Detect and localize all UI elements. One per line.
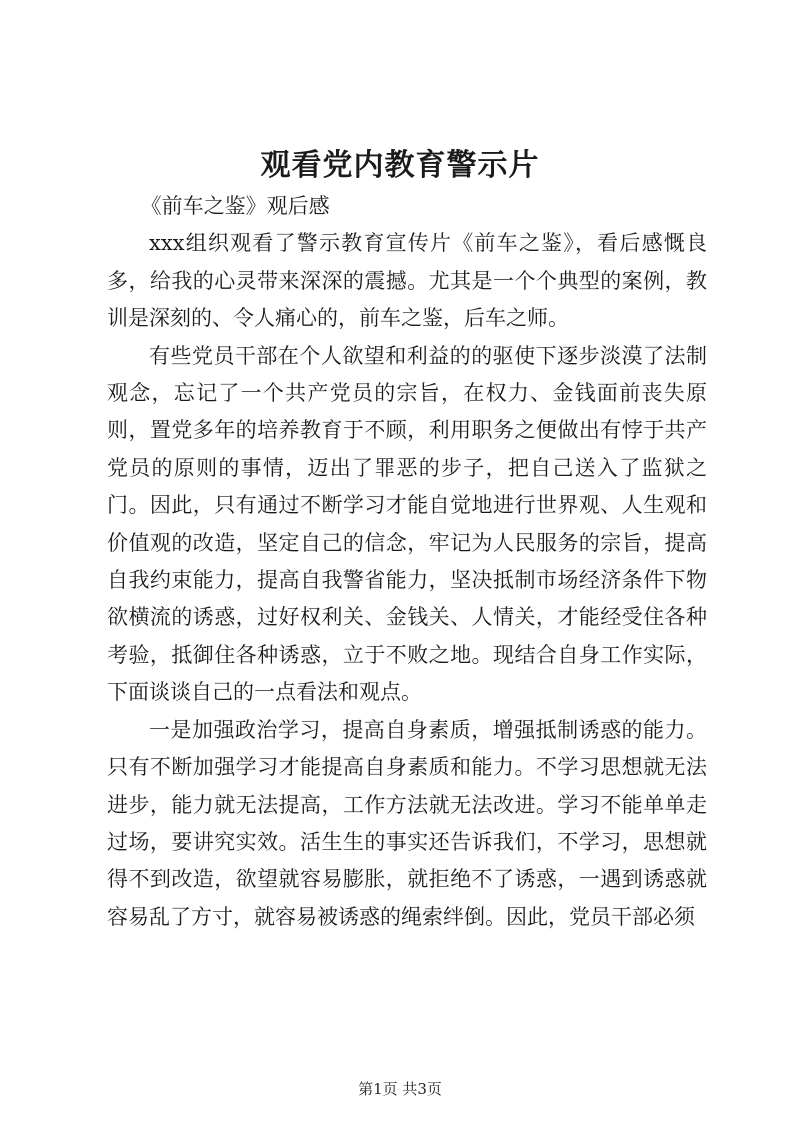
document-subtitle: 《前车之鉴》观后感 [140, 194, 330, 218]
page-footer: 第1页 共3页 [358, 1080, 442, 1098]
paragraph-2: 有些党员干部在个人欲望和利益的的驱使下逐步淡漠了法制观念，忘记了一个共产党员的宗旨，在权力、金钱面前丧失原则，置党多年的培养教育于不顾，利用职务之便做出有悖于共产党员的原则的事情，迈出了罪恶的步子，把自己送入了监狱之门。因此，只有通过不断学习才能自觉地进行世界观、人生观和价值观的改造，坚定自己的信念，牢记为人民服务的宗旨，提高自我约束能力，提高自我警省能力，坚决抵制市场经济条件下物欲横流的诱惑，过好权利关、金钱关、人情关，才能经受住各种考验，抵御住各种诱惑，立于不败之地。现结合自身工作实际，下面谈谈自己的一点看法和观点。 [107, 343, 707, 705]
paragraph-1: xxx组织观看了警示教育宣传片《前车之鉴》，看后感慨良多，给我的心灵带来深深的震撼。尤其是一个个典型的案例，教训是深刻的、令人痛心的，前车之鉴，后车之师。 [107, 231, 707, 331]
document-title: 观看党内教育警示片 [260, 148, 540, 183]
paragraph-3: 一是加强政治学习，提高自身素质，增强抵制诱惑的能力。只有不断加强学习才能提高自身素质和能力。不学习思想就无法进步，能力就无法提高，工作方法就无法改进。学习不能单单走过场，要讲究实效。活生生的事实还告诉我们，不学习，思想就得不到改造，欲望就容易膨胀，就拒绝不了诱惑，一遇到诱惑就容易乱了方寸，就容易被诱惑的绳索绊倒。因此，党员干部必须 [107, 717, 707, 929]
document-body [107, 188, 707, 936]
